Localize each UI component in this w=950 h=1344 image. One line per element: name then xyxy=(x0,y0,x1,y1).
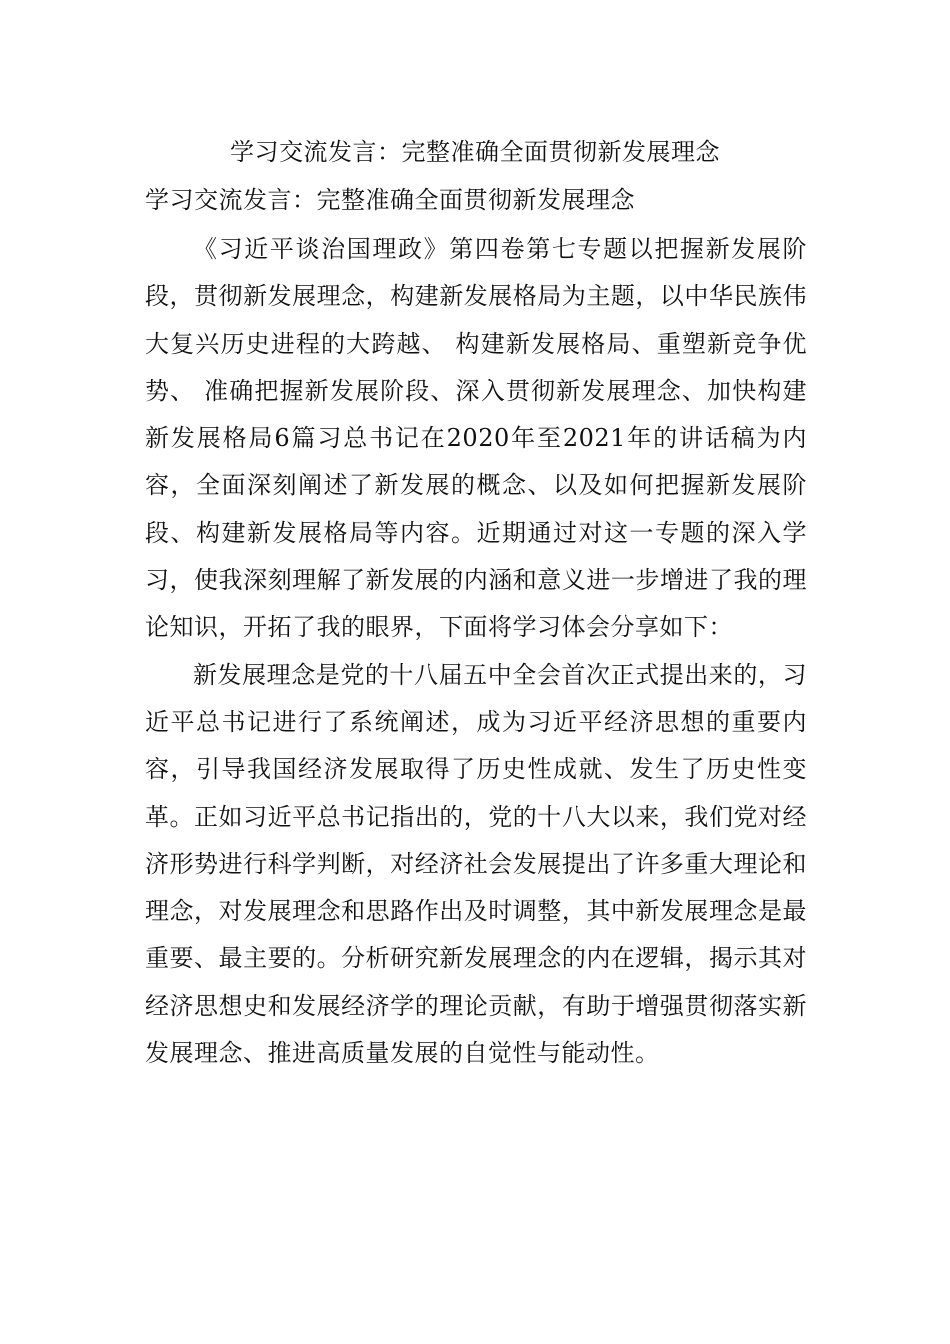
document-subtitle: 学习交流发言：完整准确全面贯彻新发展理念 xyxy=(145,186,635,214)
paragraph-1: 《习近平谈治国理政》第四卷第七专题以把握新发展阶段，贯彻新发展理念，构建新发展格局为主题，以中华民族伟大复兴历史进程的大跨越、 构建新发展格局、重塑新竞争优势、 准确把握新发展阶段、深入贯彻新发展理念、加快构建新发展格局6篇习总书记在2020年至2021年的讲话稿为内容，全面深刻阐述了新发展的概念、以及如何把握新发展阶段、构建新发展格局等内容。近期通过对这一专题的深入学习，使我深刻理解了新发展的内涵和意义进一步增进了我的理论知识，开拓了我的眼界，下面将学习体会分享如下： xyxy=(145,235,807,642)
document-body xyxy=(145,226,807,1077)
document-title: 学习交流发言：完整准确全面贯彻新发展理念 xyxy=(230,138,720,166)
paragraph-2: 新发展理念是党的十八届五中全会首次正式提出来的，习近平总书记进行了系统阐述，成为习近平经济思想的重要内容，引导我国经济发展取得了历史性成就、发生了历史性变革。正如习近平总书记指出的，党的十八大以来，我们党对经济形势进行科学判断，对经济社会发展提出了许多重大理论和理念，对发展理念和思路作出及时调整，其中新发展理念是最重要、最主要的。分析研究新发展理念的内在逻辑，揭示其对经济思想史和发展经济学的理论贡献，有助于增强贯彻落实新发展理念、推进高质量发展的自觉性与能动性。 xyxy=(145,660,807,1068)
